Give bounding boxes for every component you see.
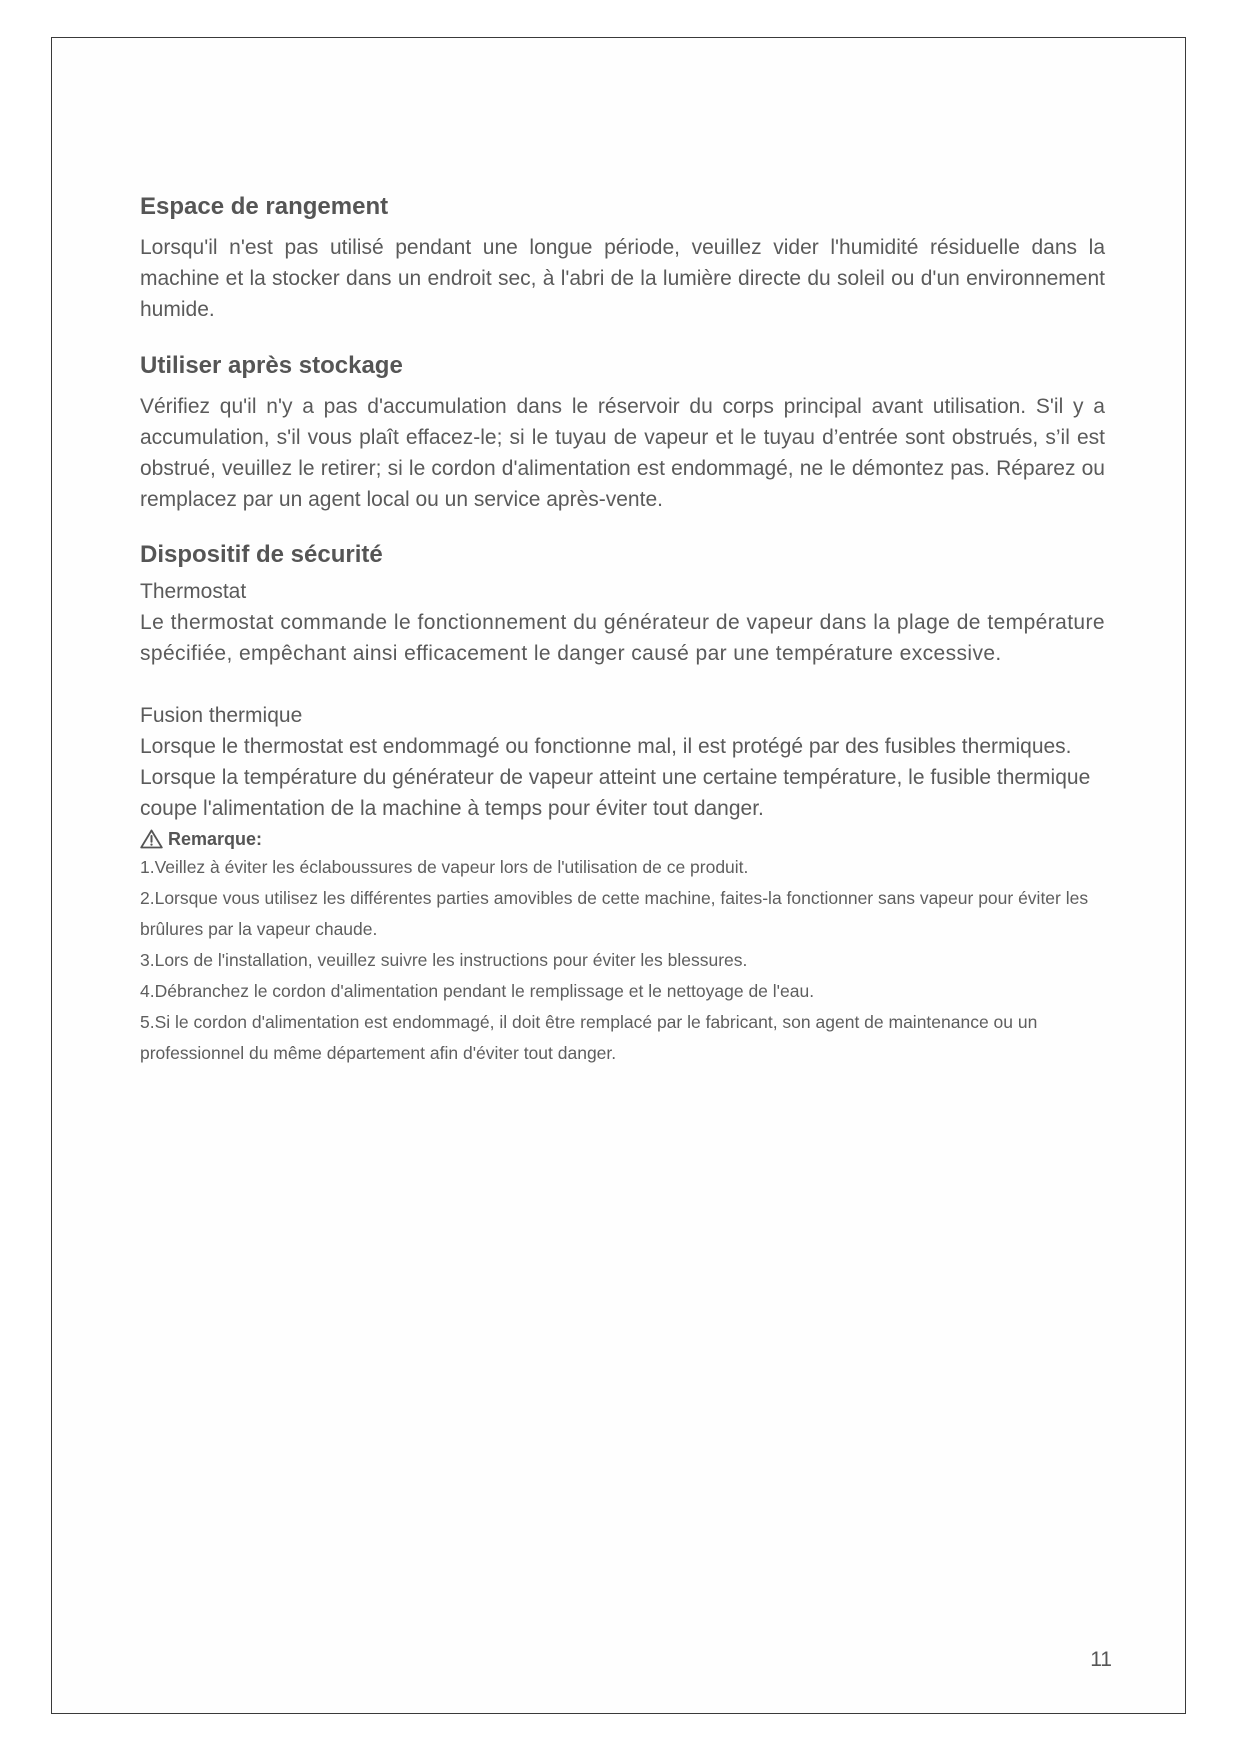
after-storage-paragraph: Vérifiez qu'il n'y a pas d'accumulation dans le réservoir du corps principal avant utilisation. S'il y a accumulation, s'il vous plaît effacez-le; si le tuyau de vapeur et le tuyau d’entrée sont obstrués, s’il est obstrué, veuillez le retirer; si le cordon d'alimentation est endommagé, ne le démontez pas. Réparez ou remplacez par un agent local ou un service après-vente. [140,395,1105,511]
page-number: 11 [1090,1648,1112,1671]
heading-safety: Dispositif de sécurité [140,541,383,568]
heading-after-storage: Utiliser après stockage [140,352,403,379]
heading-storage: Espace de rangement [140,193,389,220]
note-item: 3.Lors de l'installation, veuillez suivre les instructions pour éviter les blessures. [140,950,748,970]
thermal-fuse-paragraph: Lorsque le thermostat est endommagé ou fonctionne mal, il est protégé par des fusibles thermiques. Lorsque la température du générateur de vapeur atteint une certaine température, le fusible thermique coupe l'alimentation de la machine à temps pour éviter tout danger. [140,735,1091,820]
document-page [51,37,1186,1714]
note-item: 2.Lorsque vous utilisez les différentes parties amovibles de cette machine, faites-la fonctionner sans vapeur pour éviter les brûlures par la vapeur chaude. [140,888,1089,939]
thermostat-paragraph: Le thermostat commande le fonctionnement du générateur de vapeur dans la plage de température spécifiée, empêchant ainsi efficacement le danger causé par une température excessive. [140,611,1105,665]
warning-triangle-icon [140,829,163,849]
thermostat-label: Thermostat [140,580,247,603]
thermal-fuse-label: Fusion thermique [140,704,303,727]
page-content [140,156,1105,1069]
note-list [140,852,1105,1069]
note-heading [140,826,1105,852]
storage-paragraph: Lorsqu'il n'est pas utilisé pendant une longue période, veuillez vider l'humidité résiduelle dans la machine et la stocker dans un endroit sec, à l'abri de la lumière directe du soleil ou d'un environnement humide. [140,236,1105,321]
note-item: 5.Si le cordon d'alimentation est endommagé, il doit être remplacé par le fabricant, son agent de maintenance ou un professionnel du même département afin d'éviter tout danger. [140,1012,1038,1063]
note-item: 4.Débranchez le cordon d'alimentation pendant le remplissage et le nettoyage de l'eau. [140,981,815,1001]
note-item: 1.Veillez à éviter les éclaboussures de vapeur lors de l'utilisation de ce produit. [140,857,749,877]
note-title: Remarque: [168,829,263,849]
